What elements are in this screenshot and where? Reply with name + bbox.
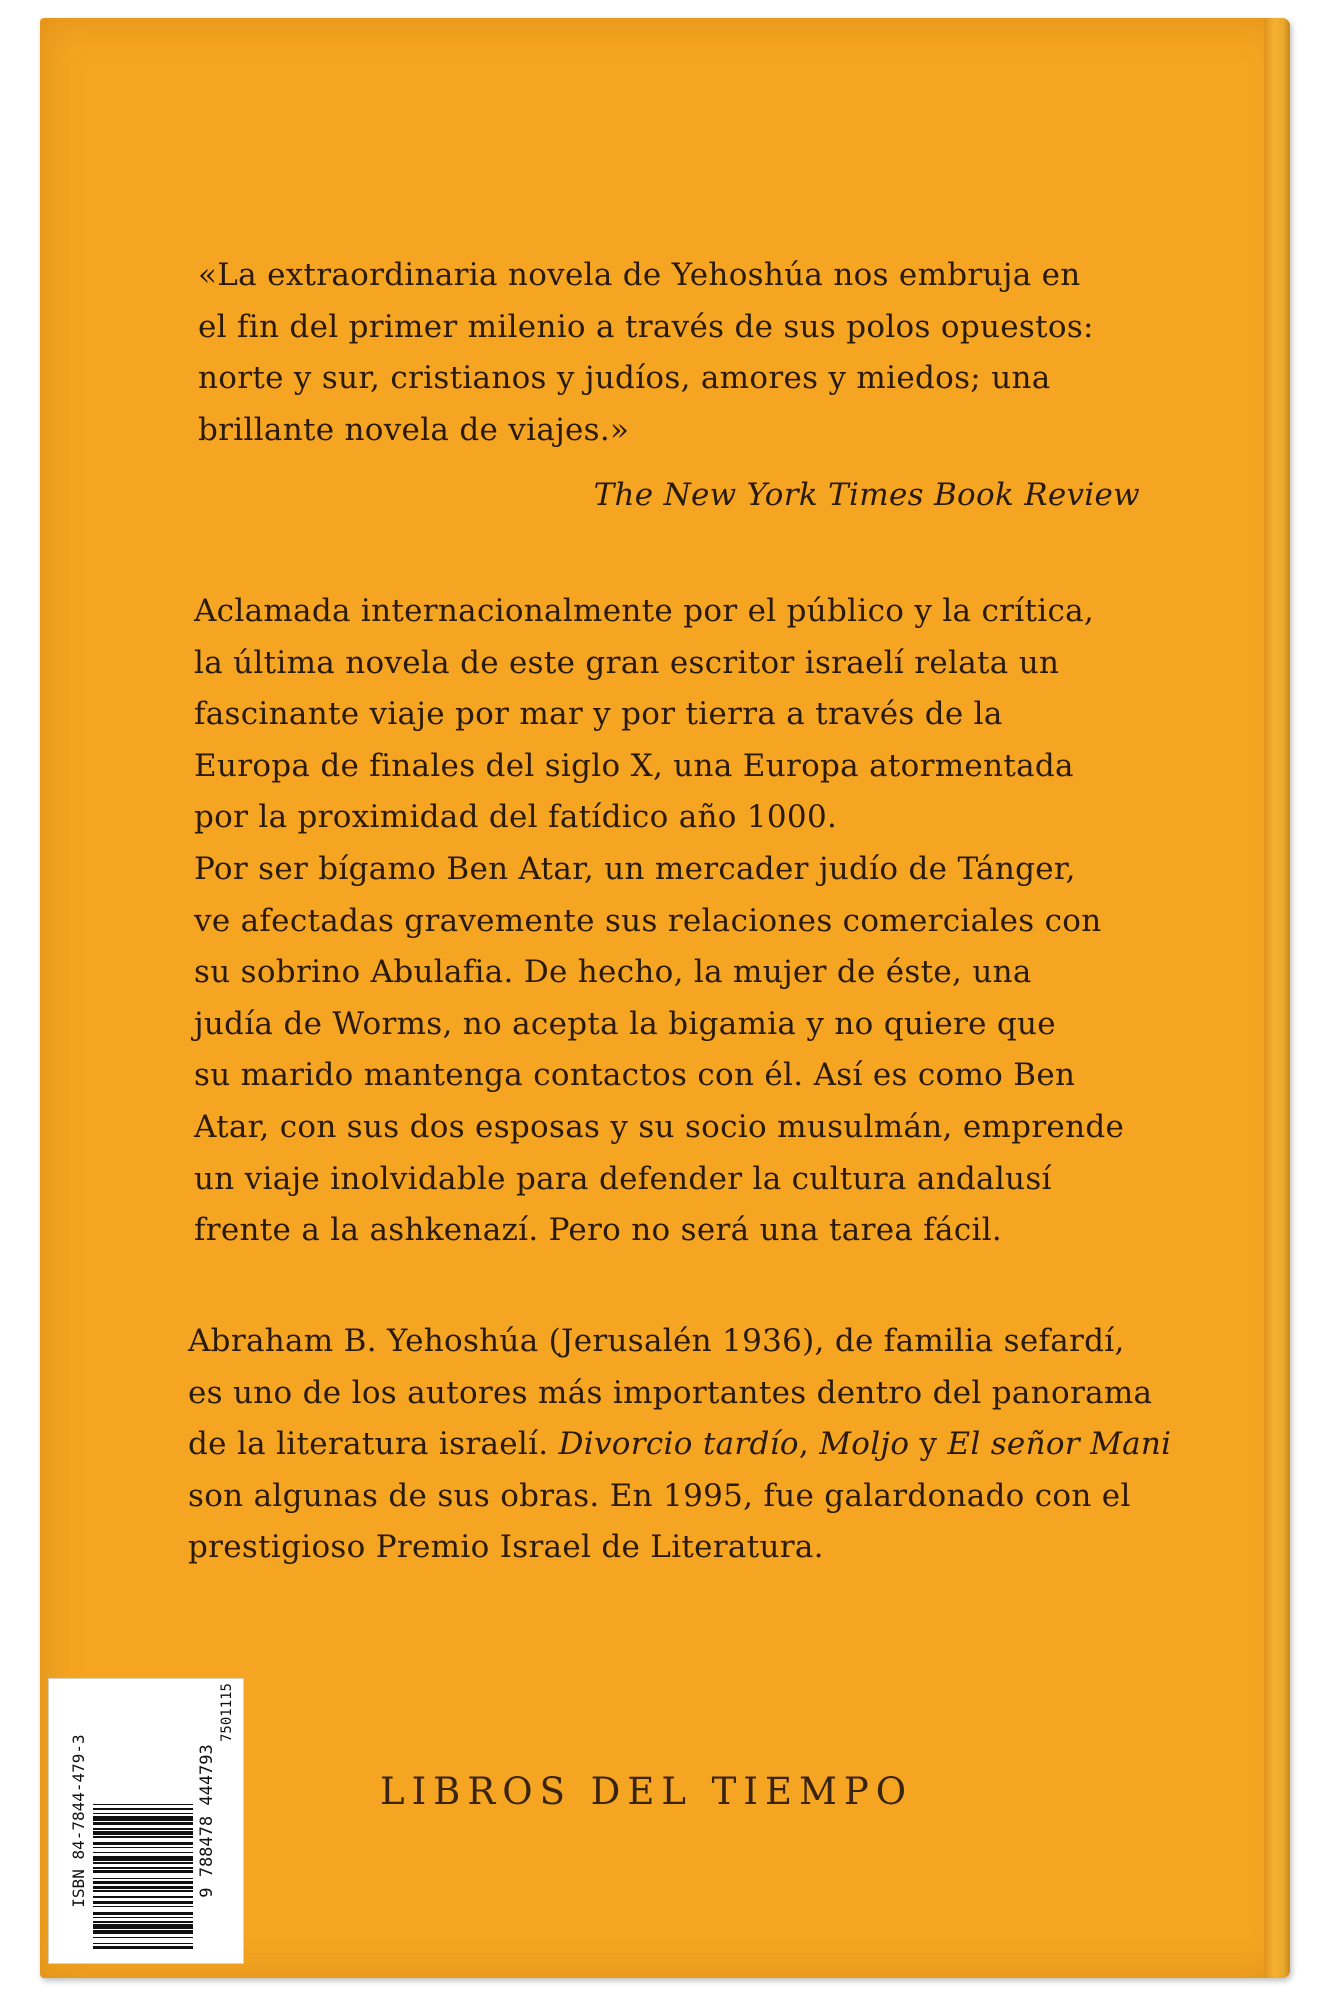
barcode-bar (93, 1805, 193, 1808)
barcode-bar (93, 1884, 193, 1886)
bio-line: prestigioso Premio Israel de Literatura. (188, 1529, 824, 1566)
barcode-bar (93, 1934, 193, 1937)
barcode-bar (93, 1929, 193, 1931)
isbn-text: ISBN 84-7844-479-3 (69, 1734, 88, 1908)
barcode-bar (93, 1838, 193, 1843)
barcode-bar (93, 1842, 193, 1845)
barcode-bar (93, 1861, 193, 1863)
barcode-bar (93, 1870, 193, 1873)
bio-line: son algunas de sus obras. En 1995, fue galardonado con el (188, 1477, 1131, 1514)
barcode-sticker (48, 1678, 244, 1964)
quote-source: The New York Times Book Review (593, 477, 1140, 513)
barcode-bar (93, 1921, 193, 1923)
barcode-bar (93, 1924, 193, 1929)
barcode-bar (93, 1946, 193, 1949)
barcode-bar (93, 1853, 193, 1856)
barcode-bar (93, 1864, 193, 1867)
barcode-bar (93, 1869, 193, 1871)
barcode-bar (93, 1845, 193, 1847)
barcode-bar (93, 1937, 193, 1939)
barcode-bar (93, 1944, 193, 1946)
barcode-bar (93, 1896, 193, 1898)
barcode-bar (93, 1825, 193, 1828)
barcode-bar (93, 1804, 193, 1806)
review-quote (198, 250, 1094, 456)
barcode-bar (93, 1918, 193, 1921)
quote-line: brillante novela de viajes.» (198, 411, 630, 448)
synopsis-line: Europa de finales del siglo X, una Europa atormentada (194, 747, 1074, 784)
publisher-imprint: LIBROS DEL TIEMPO (380, 1770, 914, 1813)
barcode-bar (93, 1886, 193, 1889)
barcode-bar (93, 1822, 193, 1825)
bio-line (188, 1419, 1171, 1471)
barcode-icon (69, 1683, 239, 1959)
barcode-bar (93, 1828, 193, 1830)
barcode-bar (93, 1881, 193, 1884)
bio-text: y (909, 1426, 948, 1463)
synopsis (194, 586, 1124, 1257)
quote-line: el fin del primer milenio a través de sus polos opuestos: (198, 308, 1094, 345)
barcode-bar (93, 1889, 193, 1891)
barcode-bar (93, 1816, 193, 1821)
ean-number: 9 788478 444793 (197, 1744, 217, 1898)
barcode-bar (93, 1904, 193, 1906)
bio-line: es uno de los autores más importantes dentro del panorama (188, 1374, 1153, 1411)
barcode-bar (93, 1808, 193, 1810)
barcode-bar (93, 1813, 193, 1815)
barcode-bar (93, 1879, 193, 1881)
barcode-bar (93, 1836, 193, 1838)
bio-text: de la literatura israelí. (188, 1426, 559, 1463)
barcode-bar (93, 1878, 193, 1880)
quote-line: norte y sur, cristianos y judíos, amores y miedos; una (198, 360, 1051, 397)
barcode-bar (93, 1930, 193, 1933)
barcode-bar (93, 1907, 193, 1912)
barcode-bar (93, 1862, 193, 1864)
synopsis-line: ve afectadas gravemente sus relaciones comerciales con (194, 902, 1102, 939)
barcode-bar (93, 1943, 193, 1945)
bio-text: , (798, 1426, 820, 1463)
synopsis-line: la última novela de este gran escritor israelí relata un (194, 644, 1060, 681)
barcode-bar (93, 1923, 193, 1925)
barcode-bar (93, 1814, 193, 1816)
barcode-bar (93, 1847, 193, 1849)
book-title: El señor Mani (947, 1426, 1172, 1463)
barcode-bar (93, 1867, 193, 1869)
synopsis-line: fascinante viaje por mar y por tierra a través de la (194, 696, 1003, 733)
book-title: Divorcio tardío (558, 1426, 799, 1463)
barcode-bar (93, 1856, 193, 1861)
barcode-bar (93, 1890, 193, 1892)
barcode-bar (93, 1835, 193, 1837)
synopsis-line: un viaje inolvidable para defender la cultura andalusí (194, 1160, 1052, 1197)
synopsis-line: su sobrino Abulafia. De hecho, la mujer de éste, una (194, 954, 1032, 991)
synopsis-line: Por ser bígamo Ben Atar, un mercader judío de Tánger, (194, 850, 1076, 887)
synopsis-line: judía de Worms, no acepta la bigamia y no quiere que (194, 1005, 1056, 1042)
barcode-bar (93, 1799, 193, 1804)
page-edge (1264, 18, 1290, 1978)
quote-attribution (440, 470, 1140, 522)
synopsis-line: Aclamada internacionalmente por el público y la crítica, (194, 593, 1095, 629)
barcode-bar (93, 1901, 193, 1904)
barcode-bars (93, 1693, 193, 1949)
author-bio (188, 1316, 1171, 1574)
barcode-bar (93, 1912, 193, 1915)
barcode-bar (93, 1873, 193, 1878)
book-title: Moljo (819, 1426, 910, 1463)
addon-number: 7501115 (219, 1683, 235, 1743)
bio-line: Abraham B. Yehoshúa (Jerusalén 1936), de familia sefardí, (188, 1323, 1125, 1359)
barcode-bar (93, 1848, 193, 1851)
barcode-bar (93, 1892, 193, 1897)
barcode-bar (93, 1915, 193, 1917)
barcode-bar (93, 1821, 193, 1823)
book-back-cover (40, 18, 1290, 1978)
barcode-bar (93, 1917, 193, 1919)
quote-line: «La extraordinaria novela de Yehoshúa nos embruja en (198, 257, 1081, 293)
synopsis-line: por la proximidad del fatídico año 1000. (194, 799, 838, 836)
barcode-bar (93, 1810, 193, 1813)
barcode-bar (93, 1852, 193, 1854)
barcode-bar (93, 1898, 193, 1901)
barcode-bar (93, 1830, 193, 1832)
synopsis-line: frente a la ashkenazí. Pero no será una tarea fácil. (194, 1212, 1003, 1249)
synopsis-line: Atar, con sus dos esposas y su socio musulmán, emprende (194, 1108, 1125, 1145)
barcode-bar (93, 1906, 193, 1908)
synopsis-line: su marido mantenga contactos con él. Así es como Ben (194, 1057, 1076, 1094)
barcode-bar (93, 1831, 193, 1834)
barcode-bar (93, 1938, 193, 1943)
